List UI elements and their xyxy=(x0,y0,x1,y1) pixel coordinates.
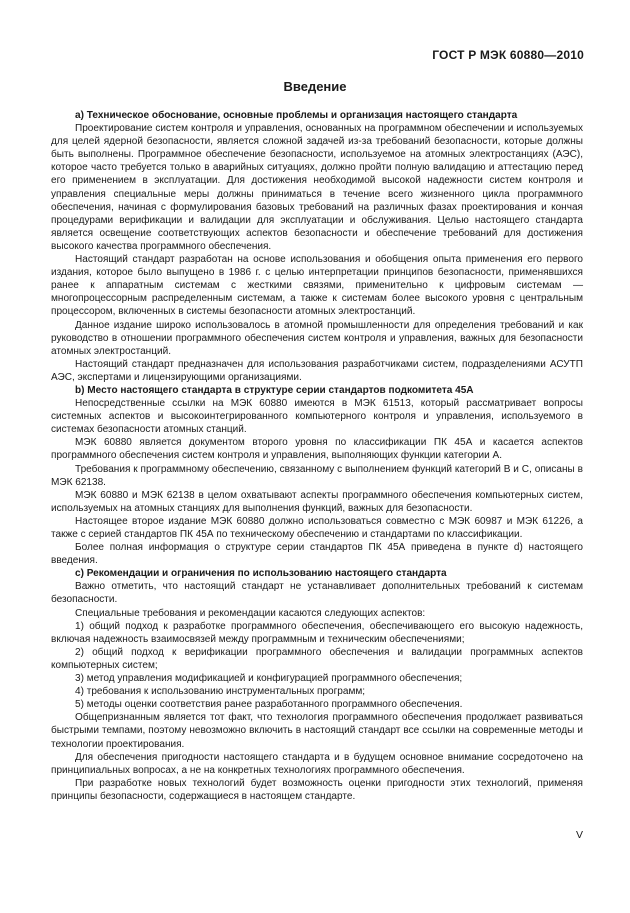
document-body xyxy=(51,109,583,803)
paragraph: При разработке новых технологий будет возможность оценки пригодности этих технологий, применяя принципы безопасности, содержащиеся в настоящем стандарте. xyxy=(51,777,583,802)
section-heading: с) Рекомендации и ограничения по использованию настоящего стандарта xyxy=(75,568,447,580)
paragraph: Данное издание широко использовалось в атомной промышленности для определения требований и как руководство в отношении программного обеспечения систем контроля и управления, важных для безопасности атомных электростанций. xyxy=(51,319,583,357)
paragraph: 3) метод управления модификацией и конфигурацией программного обеспечения; xyxy=(75,673,463,685)
paragraph: Важно отметить, что настоящий стандарт не устанавливает дополнительных требований к системам безопасности. xyxy=(51,581,583,606)
paragraph: 2) общий подход к верификации программного обеспечения и валидации программных аспектов компьютерных систем; xyxy=(51,646,583,671)
paragraph: Специальные требования и рекомендации касаются следующих аспектов: xyxy=(75,607,426,619)
paragraph: Непосредственные ссылки на МЭК 60880 имеются в МЭК 61513, который рассматривает вопросы системных аспектов и высокоинтегрированного компьютерного контроля и управления, используемого в системах безопасности атомных станций. xyxy=(51,398,583,436)
section-title: Введение xyxy=(283,79,347,94)
paragraph: Более полная информация о структуре серии стандартов ПК 45А приведена в пункте d) настоящего введения. xyxy=(51,542,583,567)
paragraph: 5) методы оценки соответствия ранее разработанного программного обеспечения. xyxy=(75,699,463,711)
paragraph: МЭК 60880 является документом второго уровня по классификации ПК 45А и касается аспектов программного обеспечения систем контроля и управления, выполняющих функции категории А. xyxy=(51,437,583,462)
paragraph: Настоящий стандарт предназначен для использования разработчиками систем, подразделениями АСУТП АЭС, экспертами и лицензирующими организациями. xyxy=(51,358,583,383)
paragraph: Проектирование систем контроля и управления, основанных на программном обеспечении и используемых для целей ядерной безопасности, является сложной задачей из-за требований безопасности, которые должны быть выполнены. Программное обеспечение безопасности, используемое на атомных электростанциях (АЭС), которое часто требуется только в аварийных ситуациях, должно пройти полную валидацию и аттестацию перед его применением в эксплуатации. Для достижения необходимой высокой надежности систем контроля и управления специальные меры должны приниматься в течение всего жизненного цикла программного обеспечения, начиная с формулирования базовых требований на различных фазах проектирования и кончая процедурами верификации и валидации для эксплуатации и обслуживания. Целью настоящего стандарта является освещение соответствующих аспектов безопасности и обеспечение требований для достижения высокого качества программного обеспечения. xyxy=(51,123,583,252)
paragraph: Настоящее второе издание МЭК 60880 должно использоваться совместно с МЭК 60987 и МЭК 61226, а также с серией стандартов ПК 45А по техническому обеспечению и стандартами по классификации. xyxy=(51,515,583,540)
paragraph: 4) требования к использованию инструментальных программ; xyxy=(75,686,366,698)
paragraph: Настоящий стандарт разработан на основе использования и обобщения опыта применения его первого издания, которое было выпущено в 1986 г. с целью интерпретации принципов безопасности, применявшихся ранее к аппаратным системам с жесткими связями, применительно к цифровым системам — многопроцессорным распределенным системам, а также к системам более высокого уровня с центральным процессором, включенных в системы безопасности атомных электростанций. xyxy=(51,254,583,318)
section-heading: b) Место настоящего стандарта в структуре серии стандартов подкомитета 45А xyxy=(75,384,474,396)
paragraph: 1) общий подход к разработке программного обеспечения, обеспечивающего его высокую надежность, включая надежность взаимосвязей между программным и техническим обеспечениями; xyxy=(51,620,583,645)
section-heading: а) Техническое обоснование, основные проблемы и организация настоящего стандарта xyxy=(75,110,518,121)
paragraph: Для обеспечения пригодности настоящего стандарта и в будущем основное внимание сосредоточено на принципиальных вопросах, а не на конкретных технологиях программного обеспечения. xyxy=(51,751,583,776)
document-header: ГОСТ Р МЭК 60880—2010 xyxy=(432,48,584,62)
paragraph: МЭК 60880 и МЭК 62138 в целом охватывают аспекты программного обеспечения компьютерных систем, используемых на атомных станциях для выполнения функций, важных для безопасности. xyxy=(51,489,583,514)
page-number: V xyxy=(575,829,583,841)
paragraph: Требования к программному обеспечению, связанному с выполнением функций категорий В и С, описаны в МЭК 62138. xyxy=(51,463,583,488)
paragraph: Общепризнанным является тот факт, что технология программного обеспечения продолжает развиваться быстрыми темпами, поэтому невозможно включить в настоящий стандарт все ссылки на современные методы и технологии проектирования. xyxy=(51,712,583,750)
